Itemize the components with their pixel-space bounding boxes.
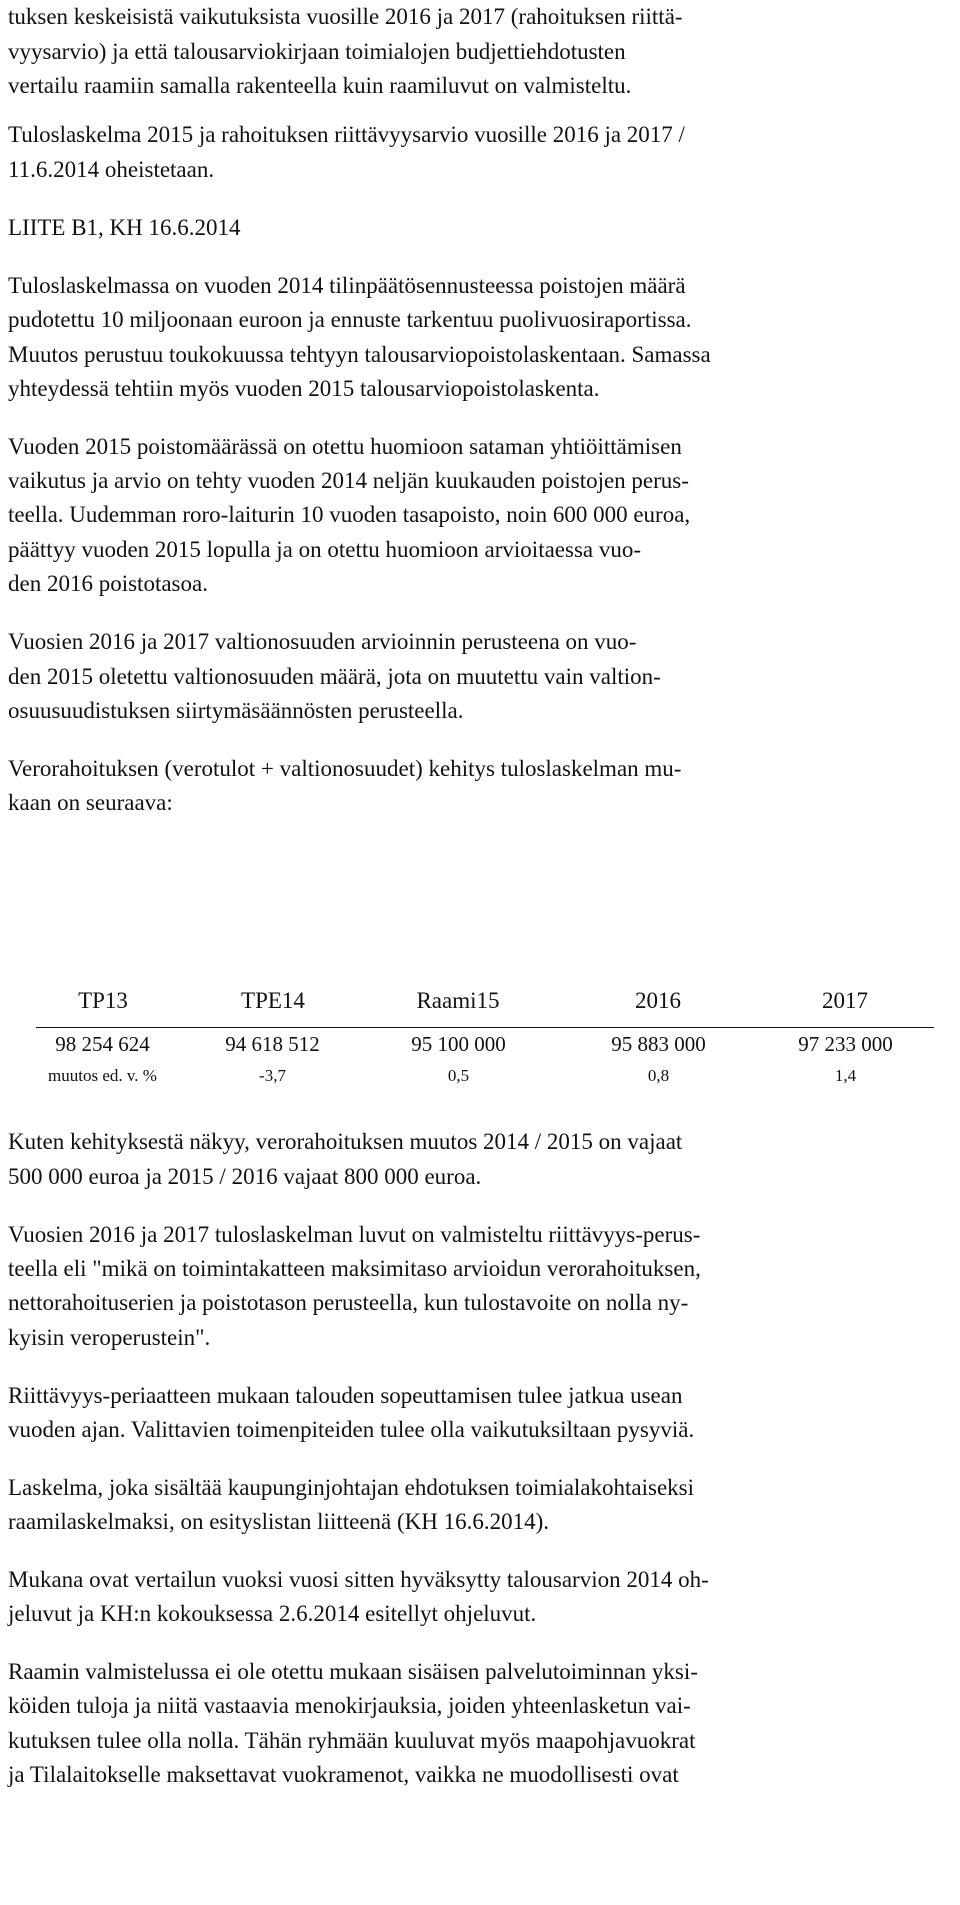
text-line: Riittävyys-periaatteen mukaan talouden sopeuttamisen tulee jatkua usean [8,1383,683,1408]
text-line: teella eli "mikä on toimintakatteen maksimitaso arvioidun verorahoituksen, [8,1256,701,1281]
text-line: kaan on seuraava: [8,790,173,815]
text-line: nettorahoituserien ja poistotason perusteella, kun tulostavoite on nolla ny- [8,1290,689,1315]
text-line: vertailu raamiin samalla rakenteella kuin raamiluvut on valmisteltu. [8,73,632,98]
table-header-cell: TP13 [78,988,128,1013]
table-cell: 1,4 [834,1066,857,1085]
table-cell: 95 883 000 [611,1032,706,1056]
text-line: vyysarvio) ja että talousarviokirjaan toimialojen budjettiehdotusten [8,39,626,64]
table-cell: -3,7 [259,1066,286,1085]
text-line: 11.6.2014 oheistetaan. [8,157,215,182]
text-line: Vuoden 2015 poistomäärässä on otettu huomioon sataman yhtiöittämisen [8,434,682,459]
text-line: Raamin valmistelussa ei ole otettu mukaan sisäisen palvelutoiminnan yksi- [8,1659,698,1684]
text-line: Kuten kehityksestä näkyy, verorahoituksen muutos 2014 / 2015 on vajaat [8,1129,683,1154]
text-line: den 2015 oletettu valtionosuuden määrä, jota on muutettu vain valtion- [8,664,661,689]
text-line: raamilaskelmaksi, on esityslistan liitteenä (KH 16.6.2014). [8,1509,550,1534]
text-line: osuusuudistuksen siirtymäsäännösten perusteella. [8,698,464,723]
text-line: Vuosien 2016 ja 2017 valtionosuuden arvioinnin perusteena on vuo- [8,629,637,654]
text-line: teella. Uudemman roro-laiturin 10 vuoden tasapoisto, noin 600 000 euroa, [8,502,691,527]
text-line: vuoden ajan. Valittavien toimenpiteiden tulee olla vaikutuksiltaan pysyviä. [8,1417,695,1442]
table-header-cell: Raami15 [416,988,500,1013]
table-row-label: muutos ed. v. % [48,1066,157,1085]
text-line: pudotettu 10 miljoonaan euroon ja ennuste tarkentuu puolivuosiraportissa. [8,307,692,332]
text-line: Mukana ovat vertailun vuoksi vuosi sitten hyväksytty talousarvion 2014 oh- [8,1567,709,1592]
text-line: Muutos perustuu toukokuussa tehtyyn talousarviopoistolaskentaan. Samassa [8,342,711,367]
text-line: vaikutus ja arvio on tehty vuoden 2014 neljän kuukauden poistojen perus- [8,468,689,493]
text-line: jeluvut ja KH:n kokouksessa 2.6.2014 esitellyt ohjeluvut. [8,1601,537,1626]
table-row [8,1032,938,1062]
table-cell: 94 618 512 [225,1032,320,1056]
table-header-cell: TPE14 [241,988,305,1013]
text-line: päättyy vuoden 2015 lopulla ja on otettu huomioon arvioitaessa vuo- [8,537,642,562]
text-line: kutuksen tulee olla nolla. Tähän ryhmään kuuluvat myös maapohjavuokrat [8,1728,696,1753]
text-line: Tuloslaskelmassa on vuoden 2014 tilinpäätösennusteessa poistojen määrä [8,273,686,298]
text-line: Tuloslaskelma 2015 ja rahoituksen riittävyysarvio vuosille 2016 ja 2017 / [8,122,685,147]
text-line: yhteydessä tehtiin myös vuoden 2015 talousarviopoistolaskenta. [8,376,600,401]
text-line: köiden tuloja ja niitä vastaavia menokirjauksia, joiden yhteenlasketun vai- [8,1693,691,1718]
text-line: tuksen keskeisistä vaikutuksista vuosille 2016 ja 2017 (rahoituksen riittä- [8,4,683,29]
table-cell: 95 100 000 [411,1032,506,1056]
table-cell: 0,8 [647,1066,670,1085]
table-row-change [8,1066,938,1092]
table-header-cell: 2017 [822,988,868,1013]
attachment-reference: LIITE B1, KH 16.6.2014 [8,215,241,240]
table-cell: 0,5 [447,1066,470,1085]
text-line: kyisin veroperustein". [8,1325,211,1350]
table-divider [36,1027,934,1028]
text-line: Vuosien 2016 ja 2017 tuloslaskelman luvut on valmisteltu riittävyys-perus- [8,1222,701,1247]
text-line: Verorahoituksen (verotulot + valtionosuudet) kehitys tuloslaskelman mu- [8,756,682,781]
text-line: 500 000 euroa ja 2015 / 2016 vajaat 800 000 euroa. [8,1164,482,1189]
table-cell: 97 233 000 [798,1032,893,1056]
table-header-cell: 2016 [635,988,681,1013]
text-line: ja Tilalaitokselle maksettavat vuokramenot, vaikka ne muodollisesti ovat [8,1762,679,1787]
text-line: Laskelma, joka sisältää kaupunginjohtajan ehdotuksen toimialakohtaiseksi [8,1475,695,1500]
table-header-row [8,988,938,1024]
text-line: den 2016 poistotasoa. [8,571,208,596]
table-cell: 98 254 624 [55,1032,150,1056]
